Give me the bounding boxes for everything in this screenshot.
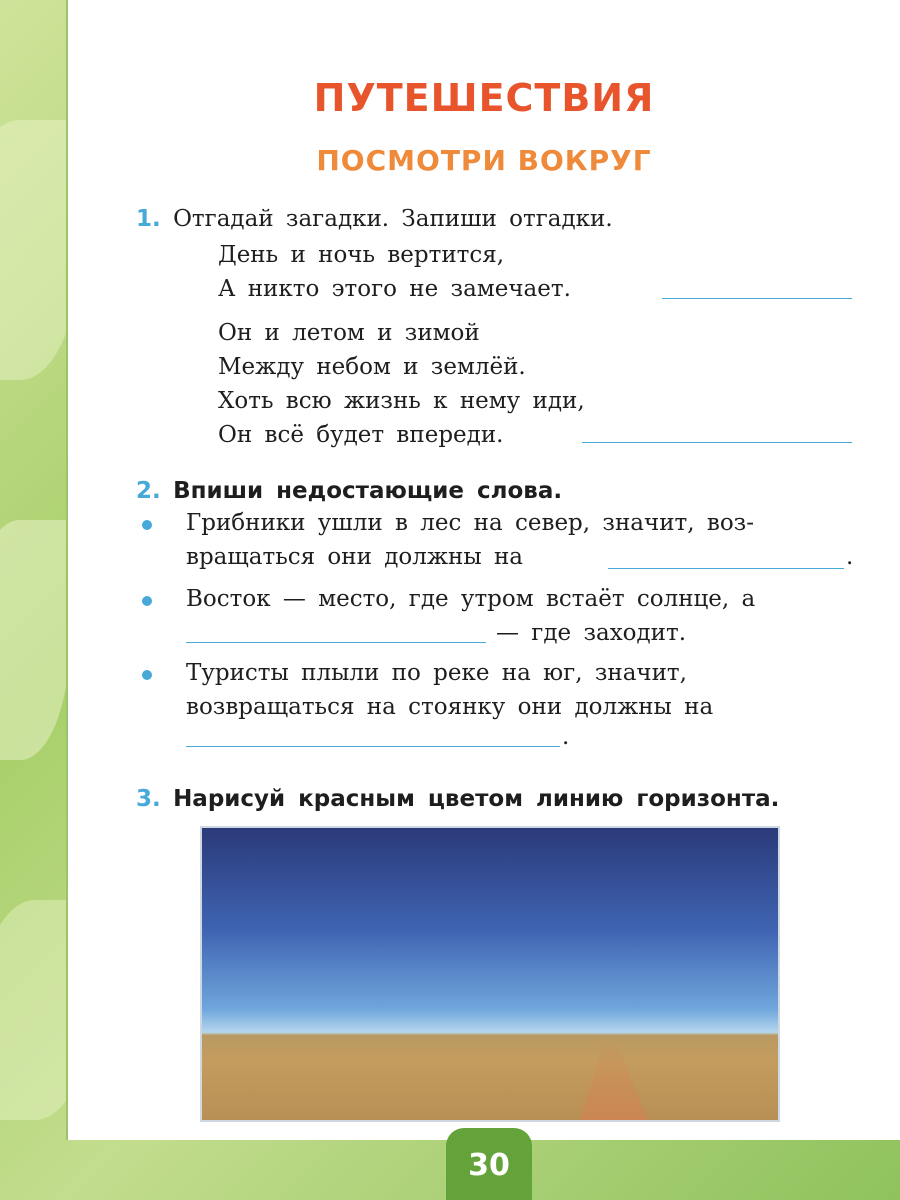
task-2-item-3-line-2: возвращаться на стоянку они должны на — [186, 694, 714, 720]
page-title: ПУТЕШЕСТВИЯ — [313, 76, 655, 120]
riddle-2-line-4: Он всё будет впереди. — [218, 422, 504, 448]
answer-line-item-3[interactable] — [186, 746, 560, 747]
answer-line-riddle-1[interactable] — [662, 298, 852, 299]
task-2-item-1-period: . — [846, 544, 854, 570]
task-2-item-3-line-1: Туристы плыли по реке на юг, значит, — [186, 660, 687, 686]
workbook-page — [68, 0, 900, 1140]
page-number: 30 — [468, 1148, 510, 1183]
task-3-header — [136, 786, 779, 812]
bullet-3 — [142, 670, 152, 680]
task-2-item-2-line-2: — где заходит. — [496, 620, 687, 646]
answer-line-item-2[interactable] — [186, 642, 486, 643]
dirt-road — [570, 1036, 650, 1122]
task-2-header — [136, 478, 562, 504]
answer-line-riddle-2[interactable] — [582, 442, 852, 443]
task-1-instruction: Отгадай загадки. Запиши отгадки. — [173, 206, 613, 232]
task-2-item-3-period: . — [562, 724, 570, 750]
task-2-item-1-line-2: вращаться они должны на — [186, 544, 524, 570]
task-3-number: 3. — [136, 786, 161, 812]
task-1-number: 1. — [136, 206, 161, 232]
riddle-2-line-2: Между небом и землёй. — [218, 354, 526, 380]
answer-line-item-1[interactable] — [608, 568, 844, 569]
riddle-1-line-1: День и ночь вертится, — [218, 242, 505, 268]
riddle-1-line-2: А никто этого не замечает. — [218, 276, 571, 302]
riddle-2-line-1: Он и летом и зимой — [218, 320, 480, 346]
task-2-item-1-line-1: Грибники ушли в лес на север, значит, воз- — [186, 510, 754, 536]
task-1-header — [136, 206, 613, 232]
task-3-instruction: Нарисуй красным цветом линию горизонта. — [173, 786, 780, 812]
riddle-2-line-3: Хоть всю жизнь к нему иди, — [218, 388, 585, 414]
bullet-2 — [142, 596, 152, 606]
page-subtitle: ПОСМОТРИ ВОКРУГ — [316, 144, 652, 177]
task-2-item-2-line-1: Восток — место, где утром встаёт солнце, а — [186, 586, 756, 612]
task-2-number: 2. — [136, 478, 161, 504]
bullet-1 — [142, 520, 152, 530]
task-2-instruction: Впиши недостающие слова. — [173, 478, 563, 504]
background-leaf — [0, 520, 70, 760]
steppe-horizon-photo[interactable] — [200, 826, 780, 1122]
